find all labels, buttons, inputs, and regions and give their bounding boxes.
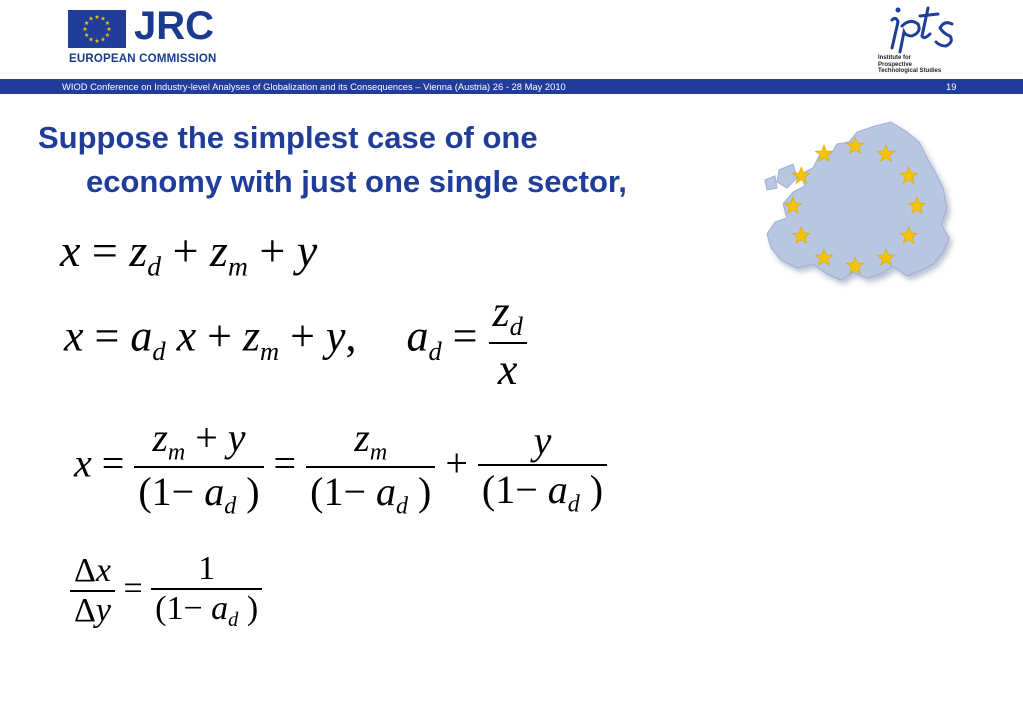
var-z: z [354, 415, 370, 460]
tagline-line-2: Prospective [878, 61, 913, 68]
equation-3 [74, 414, 607, 521]
op-equals: = [273, 440, 297, 486]
subscript-d: d [147, 250, 162, 282]
op-equals: = [101, 440, 125, 486]
var-a: a [211, 590, 229, 627]
var-y: y [533, 417, 552, 463]
subscript-d: d [428, 335, 442, 366]
var-y: y [227, 415, 246, 460]
paren-left: ( [310, 469, 324, 515]
paren-right: ) [589, 466, 604, 512]
comma: , [345, 311, 357, 361]
subscript-m: m [227, 250, 248, 282]
op-plus: + [445, 440, 468, 486]
subscript-d: d [396, 493, 408, 520]
var-x: x [64, 311, 84, 361]
tagline-line-1: Institute for [878, 55, 911, 61]
var-y: y [296, 225, 318, 276]
op-equals: = [94, 311, 120, 361]
paren-right: ) [418, 469, 432, 515]
paren-left: ( [481, 466, 496, 512]
op-equals: = [123, 569, 143, 607]
var-x: x [74, 440, 92, 486]
europe-map-icon [757, 118, 957, 298]
slide-title-line-2: economy with just one single sector, [86, 164, 627, 199]
ipts-tagline [878, 55, 958, 75]
op-plus: + [207, 311, 232, 361]
one: 1 [166, 590, 184, 627]
tagline-line-3: Technological Studies [878, 68, 942, 74]
paren-left: ( [138, 469, 152, 515]
op-minus: − [343, 469, 366, 515]
fraction-ad [489, 286, 527, 395]
var-y: y [95, 592, 111, 630]
var-y: y [325, 311, 346, 361]
subscript-d: d [509, 311, 523, 342]
subscript-d: d [152, 335, 166, 366]
jrc-logo-text: JRC [134, 4, 215, 48]
page-number: 19 [946, 81, 957, 92]
var-a: a [204, 469, 225, 515]
op-plus: + [195, 415, 218, 460]
op-minus: − [171, 469, 195, 515]
var-z: z [152, 415, 168, 460]
fraction-total [134, 414, 263, 521]
paren-left: ( [155, 590, 167, 627]
delta-symbol: Δ [74, 552, 96, 590]
op-minus: − [515, 466, 538, 512]
subscript-d: d [567, 491, 580, 518]
eu-flag-icon [68, 10, 126, 48]
var-z: z [129, 225, 148, 276]
var-a: a [130, 311, 153, 361]
var-a: a [376, 469, 396, 515]
subscript-m: m [260, 335, 280, 366]
subscript-m: m [167, 439, 186, 466]
one: 1 [495, 466, 516, 512]
fraction-multiplier [151, 550, 262, 632]
european-commission-label: EUROPEAN COMMISSION [69, 53, 217, 65]
subscript-d: d [224, 493, 237, 520]
op-minus: − [183, 590, 203, 627]
delta-symbol: Δ [74, 592, 96, 630]
one: 1 [323, 469, 344, 515]
op-plus: + [290, 311, 315, 361]
op-plus: + [259, 225, 286, 276]
slide-title [38, 116, 627, 204]
var-x: x [95, 552, 111, 590]
var-a: a [547, 466, 568, 512]
subscript-m: m [369, 439, 388, 466]
conference-title: WIOD Conference on Industry-level Analyses of Globalization and its Consequences – Vienna (Austria) 26 - 28 May 2010 [62, 81, 566, 92]
slide-title-line-1: Suppose the simplest case of one [38, 120, 538, 155]
var-z: z [242, 311, 261, 361]
subscript-d: d [228, 609, 239, 632]
var-a: a [406, 311, 429, 361]
var-z: z [492, 287, 510, 336]
op-equals: = [452, 311, 478, 361]
equation-4 [70, 550, 262, 632]
one: 1 [198, 550, 216, 587]
fraction-zm [306, 414, 435, 521]
equation-2 [64, 286, 527, 395]
paren-right: ) [246, 469, 260, 515]
one: 1 [151, 469, 172, 515]
fraction-y [478, 417, 607, 518]
var-x: x [60, 225, 81, 276]
equation-1 [60, 224, 317, 283]
var-x: x [176, 311, 197, 361]
var-z: z [210, 225, 228, 276]
op-plus: + [172, 225, 199, 276]
fraction-delta [70, 552, 115, 630]
op-equals: = [91, 225, 118, 276]
paren-right: ) [246, 590, 259, 627]
var-x: x [497, 345, 518, 395]
